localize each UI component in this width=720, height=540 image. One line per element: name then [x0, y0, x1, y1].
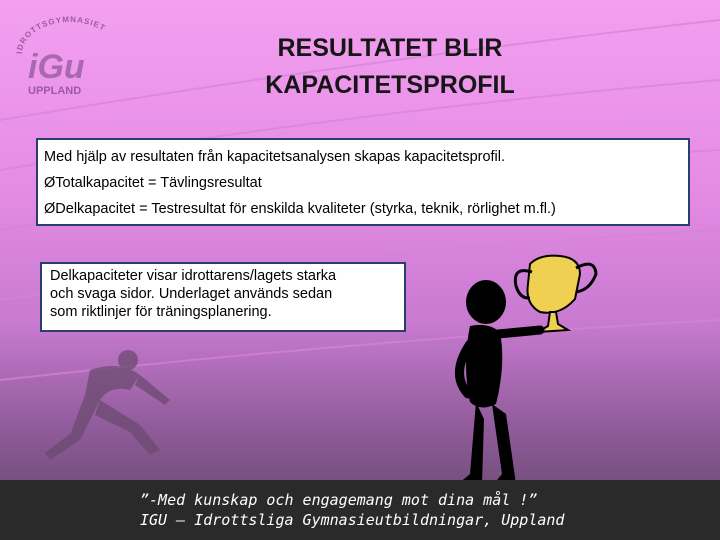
summary-box [40, 262, 406, 332]
footer-quote [140, 490, 700, 530]
sprinter-icon [30, 330, 190, 480]
logo-arc-text: IDROTTSGYMNASIET [14, 14, 108, 55]
igu-logo-icon [14, 14, 126, 96]
slide-title [200, 30, 580, 104]
bullet-glyph: Ø [44, 201, 56, 217]
summary-line-3: som riktlinjer för träningsplanering. [50, 304, 272, 320]
title-line-2: KAPACITETSPROFIL [265, 71, 515, 99]
info-box [36, 138, 690, 226]
quote-line: ”-Med kunskap och engagemang mot dina mål !” [140, 491, 538, 509]
logo-mark: iGu [28, 48, 85, 86]
info-bullet-1 [44, 174, 682, 200]
bullet-glyph: Ø [44, 175, 56, 191]
trophy-figure-icon [440, 244, 620, 494]
info-intro: Med hjälp av resultaten från kapacitetsanalysen skapas kapacitetsprofil. [44, 149, 506, 165]
bullet-text: Delkapacitet = Testresultat för enskilda kvaliteter (styrka, teknik, rörlighet m.fl.) [55, 201, 556, 217]
bullet-text: Totalkapacitet = Tävlingsresultat [55, 175, 262, 191]
logo-region: UPPLAND [28, 85, 82, 96]
summary-line-1: Delkapaciteter visar idrottarens/lagets starka [50, 268, 337, 284]
org-line: IGU – Idrottsliga Gymnasieutbildningar, Uppland [140, 511, 565, 529]
info-bullet-2 [44, 200, 682, 226]
title-line-1: RESULTATET BLIR [277, 34, 503, 62]
summary-line-2: och svaga sidor. Underlaget används sedan [50, 286, 333, 302]
